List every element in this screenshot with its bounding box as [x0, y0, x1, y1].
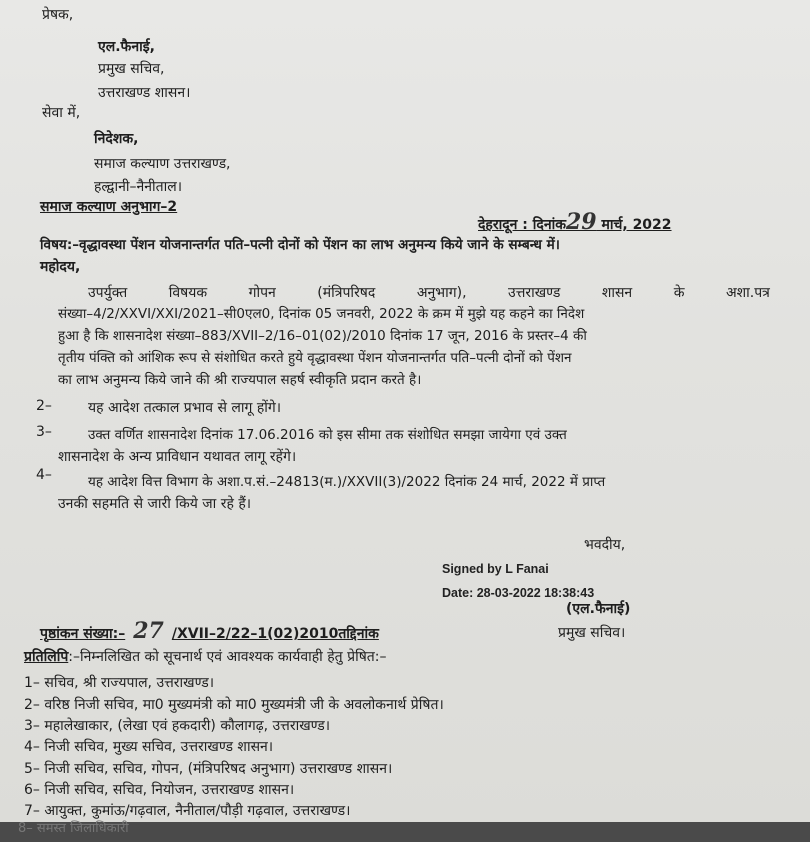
copy-item: 6– निजी सचिव, सचिव, नियोजन, उत्तराखण्ड शासन। — [24, 782, 295, 798]
endorsement-label: पृष्ठांकन संख्या:– — [40, 626, 126, 642]
recipient-label: सेवा में, — [42, 105, 81, 121]
endorsement-number: 27 — [133, 618, 164, 644]
date-prefix: देहरादून : दिनांक — [478, 217, 566, 233]
signatory-designation: प्रमुख सचिव। — [558, 625, 626, 641]
para3-number: 3– — [36, 424, 52, 440]
salutation: महोदय, — [40, 259, 81, 275]
word: अनुभाग), — [416, 285, 467, 301]
signature-date: Date: 28-03-2022 18:38:43 — [442, 586, 595, 600]
date-suffix: मार्च, 2022 — [601, 217, 672, 233]
endorsement-line — [40, 618, 379, 644]
para1-line4: तृतीय पंक्ति को आंशिक रूप से संशोधित करते हुये वृद्धावस्था पेंशन योजनान्तर्गत पति–पत्नी दोनों को पेंशन — [58, 350, 572, 366]
para3-line1: उक्त वर्णित शासनादेश दिनांक 17.06.2016 को इस सीमा तक संशोधित समझा जायेगा एवं उक्त — [88, 427, 567, 443]
sender-designation: प्रमुख सचिव, — [98, 61, 165, 77]
subject-line: विषय:–वृद्धावस्था पेंशन योजनान्तर्गत पति–पत्नी दोनों को पेंशन का लाभ अनुमन्य किये जाने के सम्बन्ध में। — [40, 237, 560, 253]
word: अशा.पत्र — [725, 285, 770, 301]
date-line — [478, 209, 672, 235]
closing: भवदीय, — [584, 537, 626, 553]
recipient-location: हल्द्वानी–नैनीताल। — [94, 179, 183, 195]
copy-item: 2– वरिष्ठ निजी सचिव, मा0 मुख्यमंत्री को मा0 मुख्यमंत्री जी के अवलोकनार्थ प्रेषित। — [24, 697, 444, 713]
para1-line5: का लाभ अनुमन्य किये जाने की श्री राज्यपाल सहर्ष स्वीकृति प्रदान करते है। — [58, 372, 422, 388]
word: गोपन — [248, 285, 276, 301]
bottom-cutoff-bar — [0, 822, 810, 842]
para4-number: 4– — [36, 467, 52, 483]
date-day: 29 — [565, 209, 597, 235]
recipient-title: निदेशक, — [94, 131, 139, 147]
recipient-dept: समाज कल्याण उत्तराखण्ड, — [94, 156, 231, 172]
copy-item: 5– निजी सचिव, सचिव, गोपन, (मंत्रिपरिषद अनुभाग) उत्तराखण्ड शासन। — [24, 761, 393, 777]
word: के — [673, 285, 685, 301]
word: उपर्युक्त — [88, 285, 128, 301]
word: उत्तराखण्ड — [508, 285, 561, 301]
sender-name: एल.फैनाई, — [98, 39, 155, 55]
copy-item: 4– निजी सचिव, मुख्य सचिव, उत्तराखण्ड शासन। — [24, 739, 274, 755]
copy-item: 1– सचिव, श्री राज्यपाल, उत्तराखण्ड। — [24, 675, 215, 691]
sender-office: उत्तराखण्ड शासन। — [98, 85, 191, 101]
signed-by: Signed by L Fanai — [442, 562, 549, 576]
signatory-name: (एल.फैनाई) — [566, 601, 631, 617]
para1-line2: संख्या–4/2/XXVI/XXI/2021–सी0एल0, दिनांक 05 जनवरी, 2022 के क्रम में मुझे यह कहने का निदेश — [58, 306, 585, 322]
copy-label: प्रतिलिपि — [24, 649, 69, 665]
para2-text: यह आदेश तत्काल प्रभाव से लागू होंगे। — [88, 400, 282, 416]
copy-item: 7– आयुक्त, कुमांऊ/गढ़वाल, नैनीताल/पौड़ी गढ़वाल, उत्तराखण्ड। — [24, 803, 351, 819]
section-heading: समाज कल्याण अनुभाग–2 — [40, 199, 178, 215]
para1-line3: हुआ है कि शासनादेश संख्या–883/XVII–2/16–01(02)/2010 दिनांक 17 जून, 2016 के प्रस्तर–4 की — [58, 328, 587, 344]
endorsement-ref: /XVII–2/22–1(02)2010तद्दिनांक — [171, 626, 379, 642]
para2-number: 2– — [36, 398, 52, 414]
word: शासन — [601, 285, 633, 301]
copy-item: 3– महालेखाकार, (लेखा एवं हकदारी) कौलागढ़, उत्तराखण्ड। — [24, 718, 331, 734]
para1-line1 — [88, 284, 770, 302]
word: विषयक — [168, 285, 208, 301]
copy-intro: :–निम्नलिखित को सूचनार्थ एवं आवश्यक कार्यवाही हेतु प्रेषित:– — [68, 649, 387, 665]
para4-line1: यह आदेश वित्त विभाग के अशा.प.सं.–24813(म.)/XXVII(3)/2022 दिनांक 24 मार्च, 2022 में प्राप्त — [88, 474, 606, 490]
sender-label: प्रेषक, — [42, 7, 74, 23]
para4-line2: उनकी सहमति से जारी किये जा रहे हैं। — [58, 496, 252, 512]
word: (मंत्रिपरिषद — [317, 285, 376, 301]
copy-item-partial: 8– समस्त जिलाधिकारी — [18, 821, 129, 836]
para3-line2: शासनादेश के अन्य प्राविधान यथावत लागू रहेंगे। — [58, 449, 297, 465]
copy-line — [24, 648, 387, 666]
